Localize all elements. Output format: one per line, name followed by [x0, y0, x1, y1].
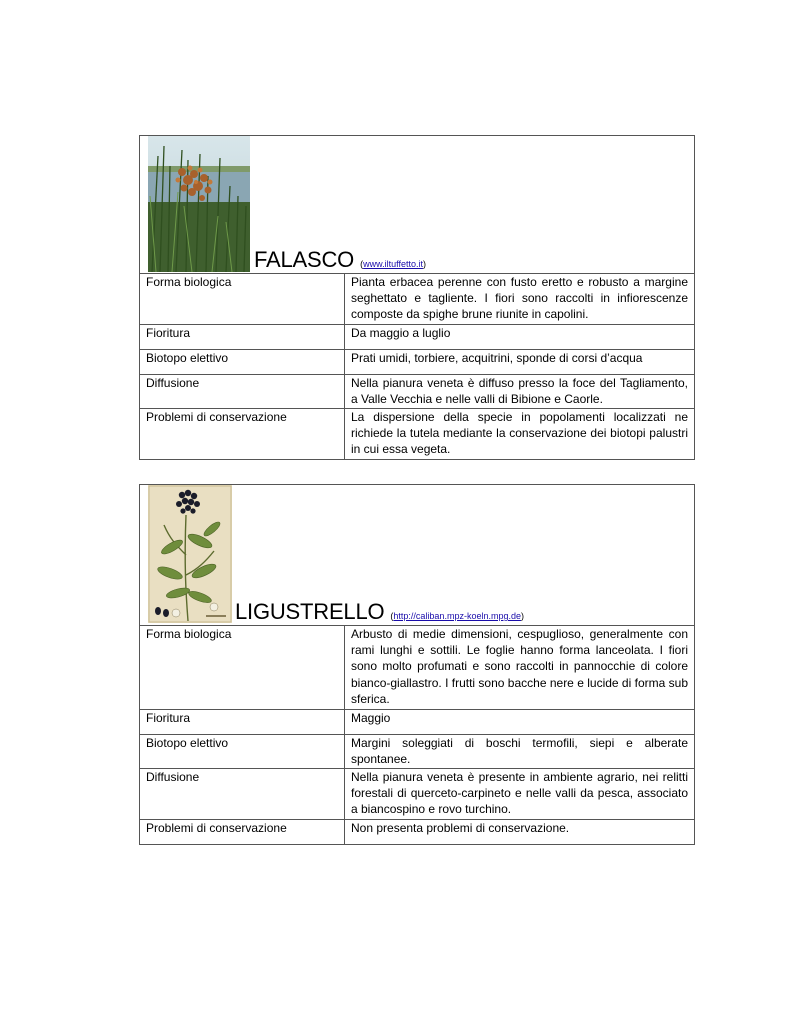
card-header [140, 136, 694, 274]
table-row [140, 626, 694, 709]
title-row [254, 247, 426, 273]
row-label: Biotopo elettivo [140, 349, 345, 374]
table-row [140, 768, 694, 819]
table-row [140, 349, 694, 374]
source-citation: (http://caliban.mpz-koeln.mpg.de) [390, 611, 524, 621]
title-row [235, 599, 524, 625]
row-value: Prati umidi, torbiere, acquitrini, sponde di corsi d’acqua [345, 349, 695, 374]
row-label: Fioritura [140, 709, 345, 734]
ligustrello-illustration [148, 485, 232, 623]
table-row [140, 709, 694, 734]
row-value: La dispersione della specie in popolamenti localizzati ne richiede la tutela mediante la conservazione dei biotopi palustri in cui essa vegeta. [345, 409, 695, 459]
source-citation: (www.iltuffetto.it) [360, 259, 426, 269]
row-value: Nella pianura veneta è diffuso presso la foce del Tagliamento, a Valle Vecchia e nelle valli di Bibione e Caorle. [345, 374, 695, 408]
source-link[interactable]: http://caliban.mpz-koeln.mpg.de [393, 611, 521, 621]
row-value: Arbusto di medie dimensioni, cespuglioso, generalmente con rami lunghi e sottili. Le foglie hanno forma lanceolata. I fiori sono molto profumati e sono raccolti in pannocchie di colore bianco-giallastro. I frutti sono bacche nere e lucide di forma sub sferica. [351, 627, 688, 706]
table-row [140, 324, 694, 349]
species-card-ligustrello [139, 484, 695, 845]
row-label: Biotopo elettivo [140, 734, 345, 768]
row-value: Margini soleggiati di boschi termofili, siepi e alberate spontanee. [345, 734, 695, 768]
row-label: Fioritura [140, 324, 345, 349]
falasco-photo [148, 136, 250, 272]
info-table [140, 274, 694, 459]
species-card-falasco [139, 135, 695, 460]
table-row [140, 409, 694, 459]
row-label: Diffusione [140, 768, 345, 819]
row-label: Problemi di conservazione [140, 819, 345, 844]
table-row [140, 374, 694, 408]
species-title: LIGUSTRELLO [235, 599, 385, 624]
row-value: Nella pianura veneta è presente in ambiente agrario, nei relitti forestali di querceto-carpineto e nelle valli da pesca, associato a biancospino e rovo turchino. [345, 768, 695, 819]
row-value: Maggio [345, 709, 695, 734]
info-table [140, 626, 694, 844]
table-row [140, 274, 694, 324]
source-link[interactable]: www.iltuffetto.it [363, 259, 423, 269]
row-value: Da maggio a luglio [345, 324, 695, 349]
row-label: Diffusione [140, 374, 345, 408]
row-value: Pianta erbacea perenne con fusto eretto e robusto a margine seghettato e tagliente. I fiori sono raccolti in infiorescenze composte da spighe brune riunite in capolini. [351, 275, 688, 322]
table-row [140, 734, 694, 768]
card-header [140, 485, 694, 626]
row-label: Forma biologica [140, 626, 345, 709]
row-label: Forma biologica [140, 274, 345, 324]
row-value: Non presenta problemi di conservazione. [345, 819, 695, 844]
species-title: FALASCO [254, 247, 355, 272]
row-label: Problemi di conservazione [140, 409, 345, 459]
table-row [140, 819, 694, 844]
